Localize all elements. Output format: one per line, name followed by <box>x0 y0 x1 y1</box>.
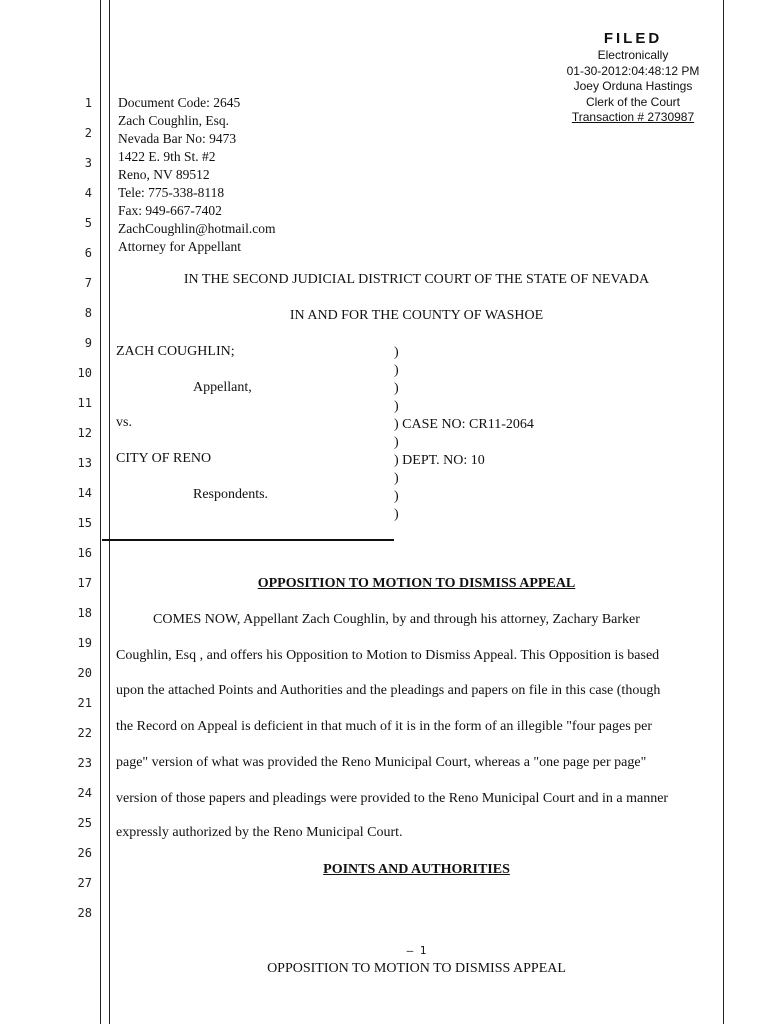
caption-paren: ) <box>394 345 399 360</box>
stamp-clerk-name: Joey Orduna Hastings <box>573 79 693 93</box>
telephone: Tele: 775-338-8118 <box>118 185 225 200</box>
line-number: 11 <box>77 396 92 410</box>
line-number: 15 <box>77 516 92 530</box>
caption-parens <box>394 344 534 524</box>
caption-paren: ) <box>394 435 399 450</box>
bar-number: Nevada Bar No: 9473 <box>118 131 237 146</box>
points-heading: POINTS AND AUTHORITIES <box>323 862 510 877</box>
caption-paren: ) <box>394 399 399 414</box>
line-number: 12 <box>77 426 92 440</box>
stamp-clerk-title: Clerk of the Court <box>585 94 681 109</box>
stamp-datetime: 01-30-2012:04:48:12 PM <box>566 63 700 78</box>
line-number: 6 <box>84 246 92 260</box>
caption-appellant-role: Appellant, <box>193 380 252 395</box>
caption-respondent-role: Respondents. <box>193 487 269 502</box>
attorney-name: Zach Coughlin, Esq. <box>118 113 229 128</box>
document-code: Document Code: 2645 <box>118 95 241 110</box>
line-number: 2 <box>84 126 92 140</box>
caption-respondent: CITY OF RENO <box>116 451 212 466</box>
page-number: – 1 <box>406 944 427 957</box>
fax: Fax: 949-667-7402 <box>118 203 222 218</box>
line-number: 27 <box>77 876 92 890</box>
caption-paren: ) <box>394 381 399 396</box>
line-number: 5 <box>84 216 92 230</box>
line-number: 20 <box>77 666 92 680</box>
body-line: the Record on Appeal is deficient in that much of it is in the form of an illegible "four pages per <box>116 719 653 734</box>
line-number: 25 <box>77 816 92 830</box>
right-margin-rule <box>723 0 724 1024</box>
body-line: expressly authorized by the Reno Municipal Court. <box>116 825 403 840</box>
line-number: 3 <box>84 156 92 170</box>
caption-paren: ) <box>394 507 399 522</box>
line-number: 7 <box>84 276 92 290</box>
line-number: 4 <box>84 186 92 200</box>
line-number: 19 <box>77 636 92 650</box>
caption-paren: ) <box>394 471 399 486</box>
court-county: IN AND FOR THE COUNTY OF WASHOE <box>289 308 544 323</box>
line-number: 10 <box>77 366 92 380</box>
caption-dept-number: ) DEPT. NO: 10 <box>394 453 485 468</box>
left-margin-rule <box>100 0 101 1024</box>
caption-vs: vs. <box>116 415 132 430</box>
line-number: 21 <box>77 696 92 710</box>
stamp-line: Electronically <box>597 48 669 62</box>
body-line: COMES NOW, Appellant Zach Coughlin, by and through his attorney, Zachary Barker <box>153 612 640 627</box>
line-number: 23 <box>77 756 92 770</box>
body-line: upon the attached Points and Authorities and the pleadings and papers on file in this case (though <box>116 683 661 698</box>
line-number: 17 <box>77 576 92 590</box>
caption-paren: ) <box>394 489 399 504</box>
attorney-role: Attorney for Appellant <box>118 239 241 254</box>
line-number: 14 <box>77 486 92 500</box>
caption-case-number: ) CASE NO: CR11-2064 <box>394 417 534 432</box>
footer-title: OPPOSITION TO MOTION TO DISMISS APPEAL <box>267 961 566 976</box>
email: ZachCoughlin@hotmail.com <box>118 221 276 236</box>
city-state-zip: Reno, NV 89512 <box>118 167 210 182</box>
line-number: 18 <box>77 606 92 620</box>
attorney-block <box>118 94 276 256</box>
court-name: IN THE SECOND JUDICIAL DISTRICT COURT OF THE STATE OF NEVADA <box>183 272 650 287</box>
line-number: 8 <box>84 306 92 320</box>
line-number: 13 <box>77 456 92 470</box>
line-number: 1 <box>84 96 92 110</box>
body-line: Coughlin, Esq , and offers his Opposition to Motion to Dismiss Appeal. This Opposition is based <box>116 648 660 663</box>
caption-appellant: ZACH COUGHLIN; <box>116 344 235 359</box>
street-address: 1422 E. 9th St. #2 <box>118 149 216 164</box>
filed-stamp <box>548 30 718 126</box>
filed-label: FILED <box>603 30 663 47</box>
caption-paren: ) <box>394 363 399 378</box>
line-number: 9 <box>84 336 92 350</box>
line-number: 28 <box>77 906 92 920</box>
caption-divider <box>102 539 394 541</box>
document-title: OPPOSITION TO MOTION TO DISMISS APPEAL <box>257 576 576 591</box>
line-number: 26 <box>77 846 92 860</box>
body-line: page" version of what was provided the Reno Municipal Court, whereas a "one page per page" <box>116 755 647 770</box>
line-number: 22 <box>77 726 92 740</box>
body-line: version of those papers and pleadings were provided to the Reno Municipal Court and in a manner <box>116 791 669 806</box>
stamp-transaction: Transaction # 2730987 <box>571 110 695 124</box>
line-number: 16 <box>77 546 92 560</box>
line-number: 24 <box>77 786 92 800</box>
